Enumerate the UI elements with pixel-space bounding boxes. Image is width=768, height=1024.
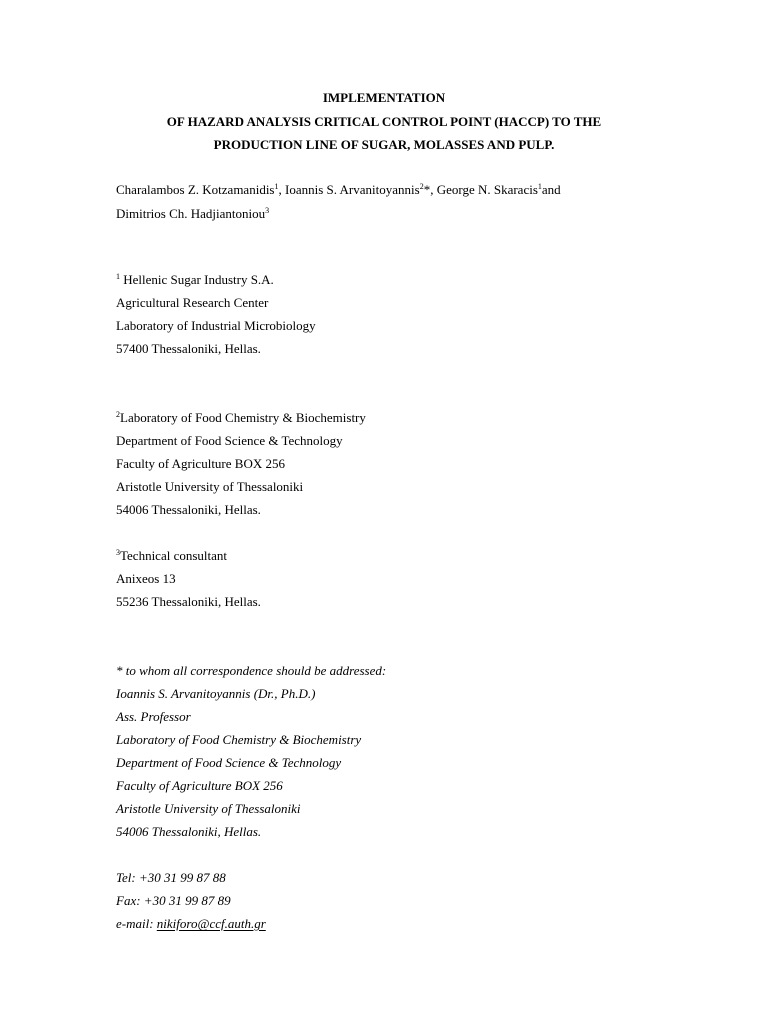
author-affiliation-mark: 1 [537, 182, 542, 191]
title-line-1: IMPLEMENTATION [322, 90, 446, 105]
correspondence-note: * to whom all correspondence should be addressed: [116, 663, 387, 678]
correspondence-line: Ioannis S. Arvanitoyannis (Dr., Ph.D.) [116, 686, 316, 701]
correspondence-line: 54006 Thessaloniki, Hellas. [116, 824, 262, 839]
author-name: Dimitrios Ch. Hadjiantoniou [116, 205, 266, 221]
affiliation-line: Agricultural Research Center [116, 295, 269, 310]
correspondence-line: Faculty of Agriculture BOX 256 [116, 778, 283, 793]
affiliation-line: 57400 Thessaloniki, Hellas. [116, 341, 261, 356]
author-line-2 [116, 202, 716, 226]
affiliation-line: Department of Food Science & Technology [116, 433, 343, 448]
corresponding-author-mark: *, [423, 182, 437, 197]
author-name: Charalambos Z. Kotzamanidis [116, 182, 275, 197]
correspondence-line: Ass. Professor [116, 709, 191, 724]
affiliation-line: Anixeos 13 [116, 571, 176, 586]
author-affiliation-mark: 3 [265, 205, 270, 215]
author-name: George N. Skaracis [436, 182, 538, 197]
affiliation-mark: 2 [116, 410, 120, 419]
email-line [116, 912, 266, 935]
paper-title [0, 86, 768, 157]
affiliation-line: $^1$ Hellenic Sugar Industry S.A. [116, 272, 274, 287]
affiliation-line: 54006 Thessaloniki, Hellas. [116, 502, 261, 517]
author-conjunction: and [541, 182, 561, 197]
affiliation-mark: 1 [116, 272, 120, 281]
fax: Fax: +30 31 99 87 89 [116, 893, 231, 908]
telephone: Tel: +30 31 99 87 88 [116, 870, 226, 885]
affiliation-line: Laboratory of Industrial Microbiology [116, 318, 316, 333]
title-line-3: PRODUCTION LINE OF SUGAR, MOLASSES AND PULP. [213, 137, 555, 152]
affiliation-line: Faculty of Agriculture BOX 256 [116, 456, 285, 471]
affiliation-line: 55236 Thessaloniki, Hellas. [116, 594, 261, 609]
author-separator: , [278, 182, 285, 197]
email-label: e-mail: [116, 916, 157, 931]
affiliation-mark: 3 [116, 548, 120, 557]
affiliation-2 [116, 406, 366, 521]
affiliation-line: Aristotle University of Thessaloniki [116, 479, 304, 494]
title-line-2: OF HAZARD ANALYSIS CRITICAL CONTROL POINT (HACCP) TO THE [166, 113, 602, 129]
correspondence-line: Department of Food Science & Technology [116, 755, 342, 770]
affiliation-3 [116, 544, 261, 613]
affiliation-1 [116, 268, 316, 360]
correspondence-block [116, 659, 386, 843]
affiliation-line: $^2$Laboratory of Food Chemistry & Biochemistry [116, 410, 366, 425]
correspondence-line: Aristotle University of Thessaloniki [116, 801, 301, 816]
author-affiliation-mark: 1 [274, 182, 279, 191]
affiliation-line: $^3$Technical consultant [116, 548, 228, 563]
email-link[interactable]: nikiforo@ccf.auth.gr [156, 916, 266, 931]
correspondence-line: Laboratory of Food Chemistry & Biochemistry [116, 732, 362, 747]
author-affiliation-mark: 2 [419, 182, 424, 191]
contact-block [116, 866, 266, 935]
author-line-1 [116, 178, 716, 202]
author-list [116, 178, 716, 225]
author-name: Ioannis S. Arvanitoyannis [285, 182, 420, 197]
